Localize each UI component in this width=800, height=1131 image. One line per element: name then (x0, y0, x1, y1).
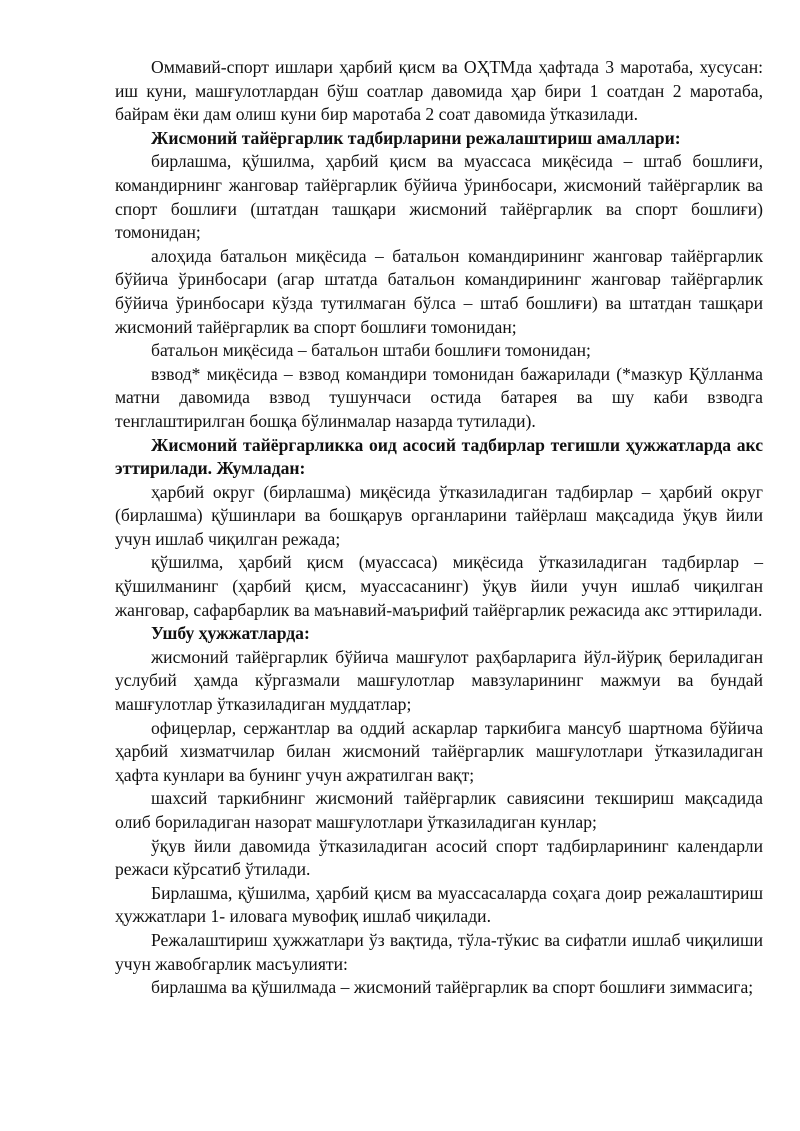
paragraph-platoon-level: взвод* миқёсида – взвод командири томонидан бажарилади (*мазкур Қўлланма матни давомида взвод тушунчаси остида батарея ва шу каби взводга тенглаштирилган бошқа бўлинмалар назарда тутилади). (115, 363, 763, 431)
paragraph-separate-battalion-level: алоҳида батальон миқёсида – батальон командирининг жанговар тайёргарлик бўйича ўринбосари (агар штатда батальон командирининг жанговар тайёргарлик бўйича ўринбосари кўзда тутилмаган бўлса – штаб бошлиғи) ва штатдан ташқари жисмоний тайёргарлик ва спорт бошлиғи томонидан; (115, 245, 763, 337)
paragraph-control-sessions: шахсий таркибнинг жисмоний тайёргарлик савиясини текшириш мақсадида олиб бориладиган назорат машғулотлари ўтказиладиган кунлар; (115, 788, 763, 832)
heading-in-these-documents: Ушбу ҳужжатларда: (151, 623, 310, 644)
paragraph-battalion-level: батальон миқёсида – батальон штаби бошлиғи томонидан; (151, 340, 591, 361)
paragraph-sports-schedule: Оммавий-спорт ишлари ҳарбий қисм ва ОҲТМда ҳафтада 3 маротаба, хусусан: иш куни, машғулотлардан бўш соатлар давомида ҳар бири 1 соатдан 2 маротаба, байрам ёки дам олиш куни бир маротаба 2 соат давомида ўтказилади. (115, 57, 763, 125)
heading-main-activities: Жисмоний тайёргарликка оид асосий тадбирлар тегишли ҳужжатларда акс эттирилади. Жумладан: (115, 434, 763, 479)
paragraph-unit-activities: қўшилма, ҳарбий қисм (муассаса) миқёсида ўтказиладиган тадбирлар – қўшилманинг (ҳарбий қисм, муассасанинг) ўқув йили учун ишлаб чиқилган жанговар, сафарбарлик ва маънавий-маърифий тайёргарлик режасида акс эттирилади. (115, 552, 763, 620)
paragraph-responsibility: Режалаштириш ҳужжатлари ўз вақтида, тўла-тўкис ва сифатли ишлаб чиқилиши учун жавобгарлик масъулияти: (115, 929, 763, 974)
paragraph-methodical-sessions: жисмоний тайёргарлик бўйича машғулот раҳбарларига йўл-йўриқ бериладиган услубий ҳамда кўргазмали машғулотлар мавзуларининг мажмуи ва бундай машғулотлар ўтказиладиган муддатлар; (115, 646, 763, 715)
paragraph-planning-documents: Бирлашма, қўшилма, ҳарбий қисм ва муассасаларда соҳага доир режалаштириш ҳужжатлари 1- иловага мувофиқ ишлаб чиқилади. (115, 882, 763, 927)
paragraph-formation-responsibility: бирлашма ва қўшилмада – жисмоний тайёргарлик ва спорт бошлиғи зиммасига; (151, 977, 754, 998)
heading-planning-actions: Жисмоний тайёргарлик тадбирларини режалаштириш амаллари: (151, 127, 681, 148)
paragraph-sports-calendar: ўқув йили давомида ўтказиладиган асосий спорт тадбирларининг календарли режаси кўрсатиб ўтилади. (115, 835, 763, 880)
paragraph-officers-training-days: офицерлар, сержантлар ва оддий аскарлар таркибига мансуб шартнома бўйича ҳарбий хизматчилар билан жисмоний тайёргарлик машғулотлари ўтказиладиган ҳафта кунлари ва бунинг учун ажратилган вақт; (115, 717, 763, 785)
paragraph-formation-level: бирлашма, қўшилма, ҳарбий қисм ва муассаса миқёсида – штаб бошлиғи, командирнинг жанговар тайёргарлик бўйича ўринбосари, жисмоний тайёргарлик ва спорт бошлиғи (штатдан ташқари жисмоний тайёргарлик ва спорт бошлиғи) томонидан; (115, 151, 763, 243)
paragraph-military-district: ҳарбий округ (бирлашма) миқёсида ўтказиладиган тадбирлар – ҳарбий округ (бирлашма) қўшинлари ва бошқарув органларини тайёрлаш мақсадида ўқув йили учун ишлаб чиқилган режада; (115, 481, 763, 549)
document-page (115, 56, 763, 1000)
